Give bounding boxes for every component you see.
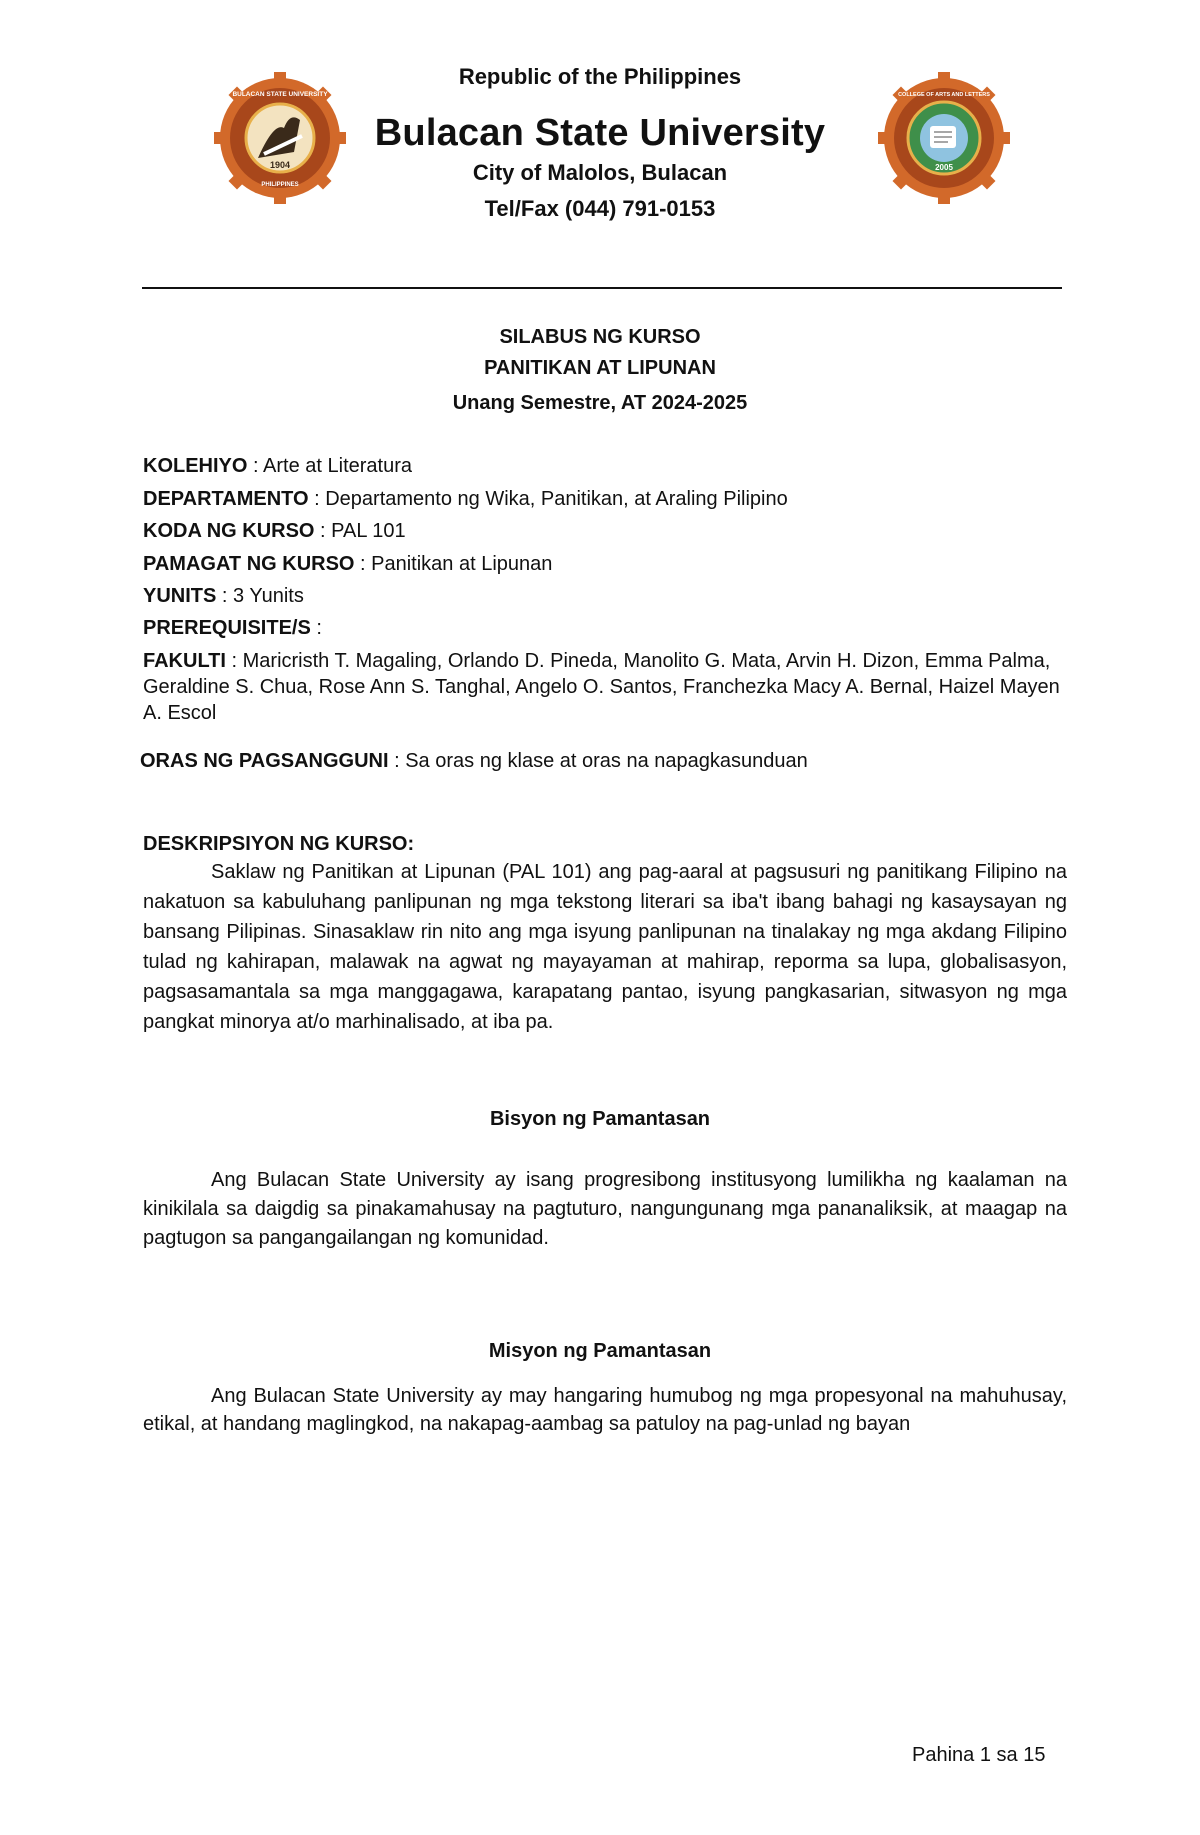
oras-value: Sa oras ng klase at oras na napagkasunduan (405, 750, 808, 772)
fakulti-label: FAKULTI (143, 650, 226, 672)
deskripsiyon-text: Saklaw ng Panitikan at Lipunan (PAL 101) ang pag-aaral at pagsusuri ng panitikang Filipino na nakatuon sa kabuluhang panlipunan ng mga tekstong literari sa iba't ibang bahagi ng kasaysayan ng bansang Pilipinas. Sinasaklaw rin nito ang mga isyung panlipunan na tinalakay ng mga akdang Filipino tulad ng kahirapan, malawak na agwat ng mayayaman at mahirap, reporma sa lupa, globalisasyon, pagsasamantala sa mga manggagawa, karapatang pantao, isyung pangkasarian, sitwasyon ng mga pangkat minorya at/o marhinalisado, at iba pa. (143, 861, 1067, 1033)
fakulti-row: FAKULTI : Maricristh T. Magaling, Orlando D. Pineda, Manolito G. Mata, Arvin H. Dizon, Emma Palma, Geraldine S. Chua, Rose Ann S. Tanghal, Angelo O. Santos, Franchezka Macy A. Bernal, Haizel Mayen A. Escol (143, 650, 1060, 724)
kolehiyo-label: KOLEHIYO (143, 455, 248, 477)
bisyon-text: Ang Bulacan State University ay isang progresibong institusyong lumilikha ng kaalaman na kinikilala sa daigdig sa pinakamahusay na pagtuturo, nangungunang mga pananaliksik, at maagap na pagtugon sa pangangailangan ng komunidad. (143, 1169, 1067, 1249)
seal-year: 1904 (269, 160, 291, 170)
yunits-row: YUNITS : 3 Yunits (143, 585, 304, 607)
bisyon-heading: Bisyon ng Pamantasan (489, 1108, 711, 1130)
departamento-value: Departamento ng Wika, Panitikan, at Araling Pilipino (325, 488, 788, 510)
prerequisite-row: PREREQUISITE/S : (143, 617, 322, 639)
republic-line: Republic of the Philippines (458, 64, 742, 89)
yunits-label: YUNITS (143, 585, 217, 607)
header-divider (142, 287, 1062, 289)
page-number: Pahina 1 sa 15 (912, 1744, 1046, 1766)
departamento-row: DEPARTAMENTO : Departamento ng Wika, Panitikan, at Araling Pilipino (143, 488, 788, 510)
semester-line: Unang Semestre, AT 2024-2025 (452, 392, 748, 414)
university-name: Bulacan State University (374, 112, 826, 154)
kolehiyo-row: KOLEHIYO : Arte at Literatura (143, 455, 412, 477)
misyon-heading: Misyon ng Pamantasan (488, 1340, 712, 1362)
syllabus-title: SILABUS NG KURSO (499, 326, 701, 348)
course-title: PANITIKAN AT LIPUNAN (484, 357, 716, 379)
departamento-label: DEPARTAMENTO (143, 488, 309, 510)
koda-value: PAL 101 (331, 520, 406, 542)
koda-label: KODA NG KURSO (143, 520, 315, 542)
seal-name: BULACAN STATE UNIVERSITY (232, 91, 328, 98)
pamagat-label: PAMAGAT NG KURSO (143, 553, 355, 575)
city-line: City of Malolos, Bulacan (472, 160, 728, 185)
prerequisite-label: PREREQUISITE/S (143, 617, 311, 639)
misyon-text: Ang Bulacan State University ay may hangaring humubog ng mga propesyonal na mahuhusay, etikal, at handang maglingkod, na nakapag-aambag sa patuloy na pag-unlad ng bayan (143, 1385, 1067, 1435)
oras-label: ORAS NG PAGSANGGUNI (140, 750, 389, 772)
seal-country: PHILIPPINES (261, 182, 299, 188)
deskripsiyon-heading: DESKRIPSIYON NG KURSO: (143, 833, 415, 855)
pamagat-value: Panitikan at Lipunan (371, 553, 553, 575)
pamagat-row: PAMAGAT NG KURSO : Panitikan at Lipunan (143, 553, 553, 575)
fakulti-value: Maricristh T. Magaling, Orlando D. Pineda, Manolito G. Mata, Arvin H. Dizon, Emma Palma, Geraldine S. Chua, Rose Ann S. Tanghal, Angelo O. Santos, Franchezka Macy A. Bernal, Haizel Mayen A. Escol (143, 650, 1060, 724)
kolehiyo-value: Arte at Literatura (263, 455, 412, 477)
yunits-value: 3 Yunits (233, 585, 304, 607)
tel-line: Tel/Fax (044) 791-0153 (484, 196, 716, 221)
oras-row: ORAS NG PAGSANGGUNI : Sa oras ng klase at oras na napagkasunduan (140, 750, 808, 772)
seal-year: 2005 (935, 163, 953, 172)
koda-row: KODA NG KURSO : PAL 101 (143, 520, 406, 542)
seal-name: COLLEGE OF ARTS AND LETTERS (898, 92, 990, 98)
